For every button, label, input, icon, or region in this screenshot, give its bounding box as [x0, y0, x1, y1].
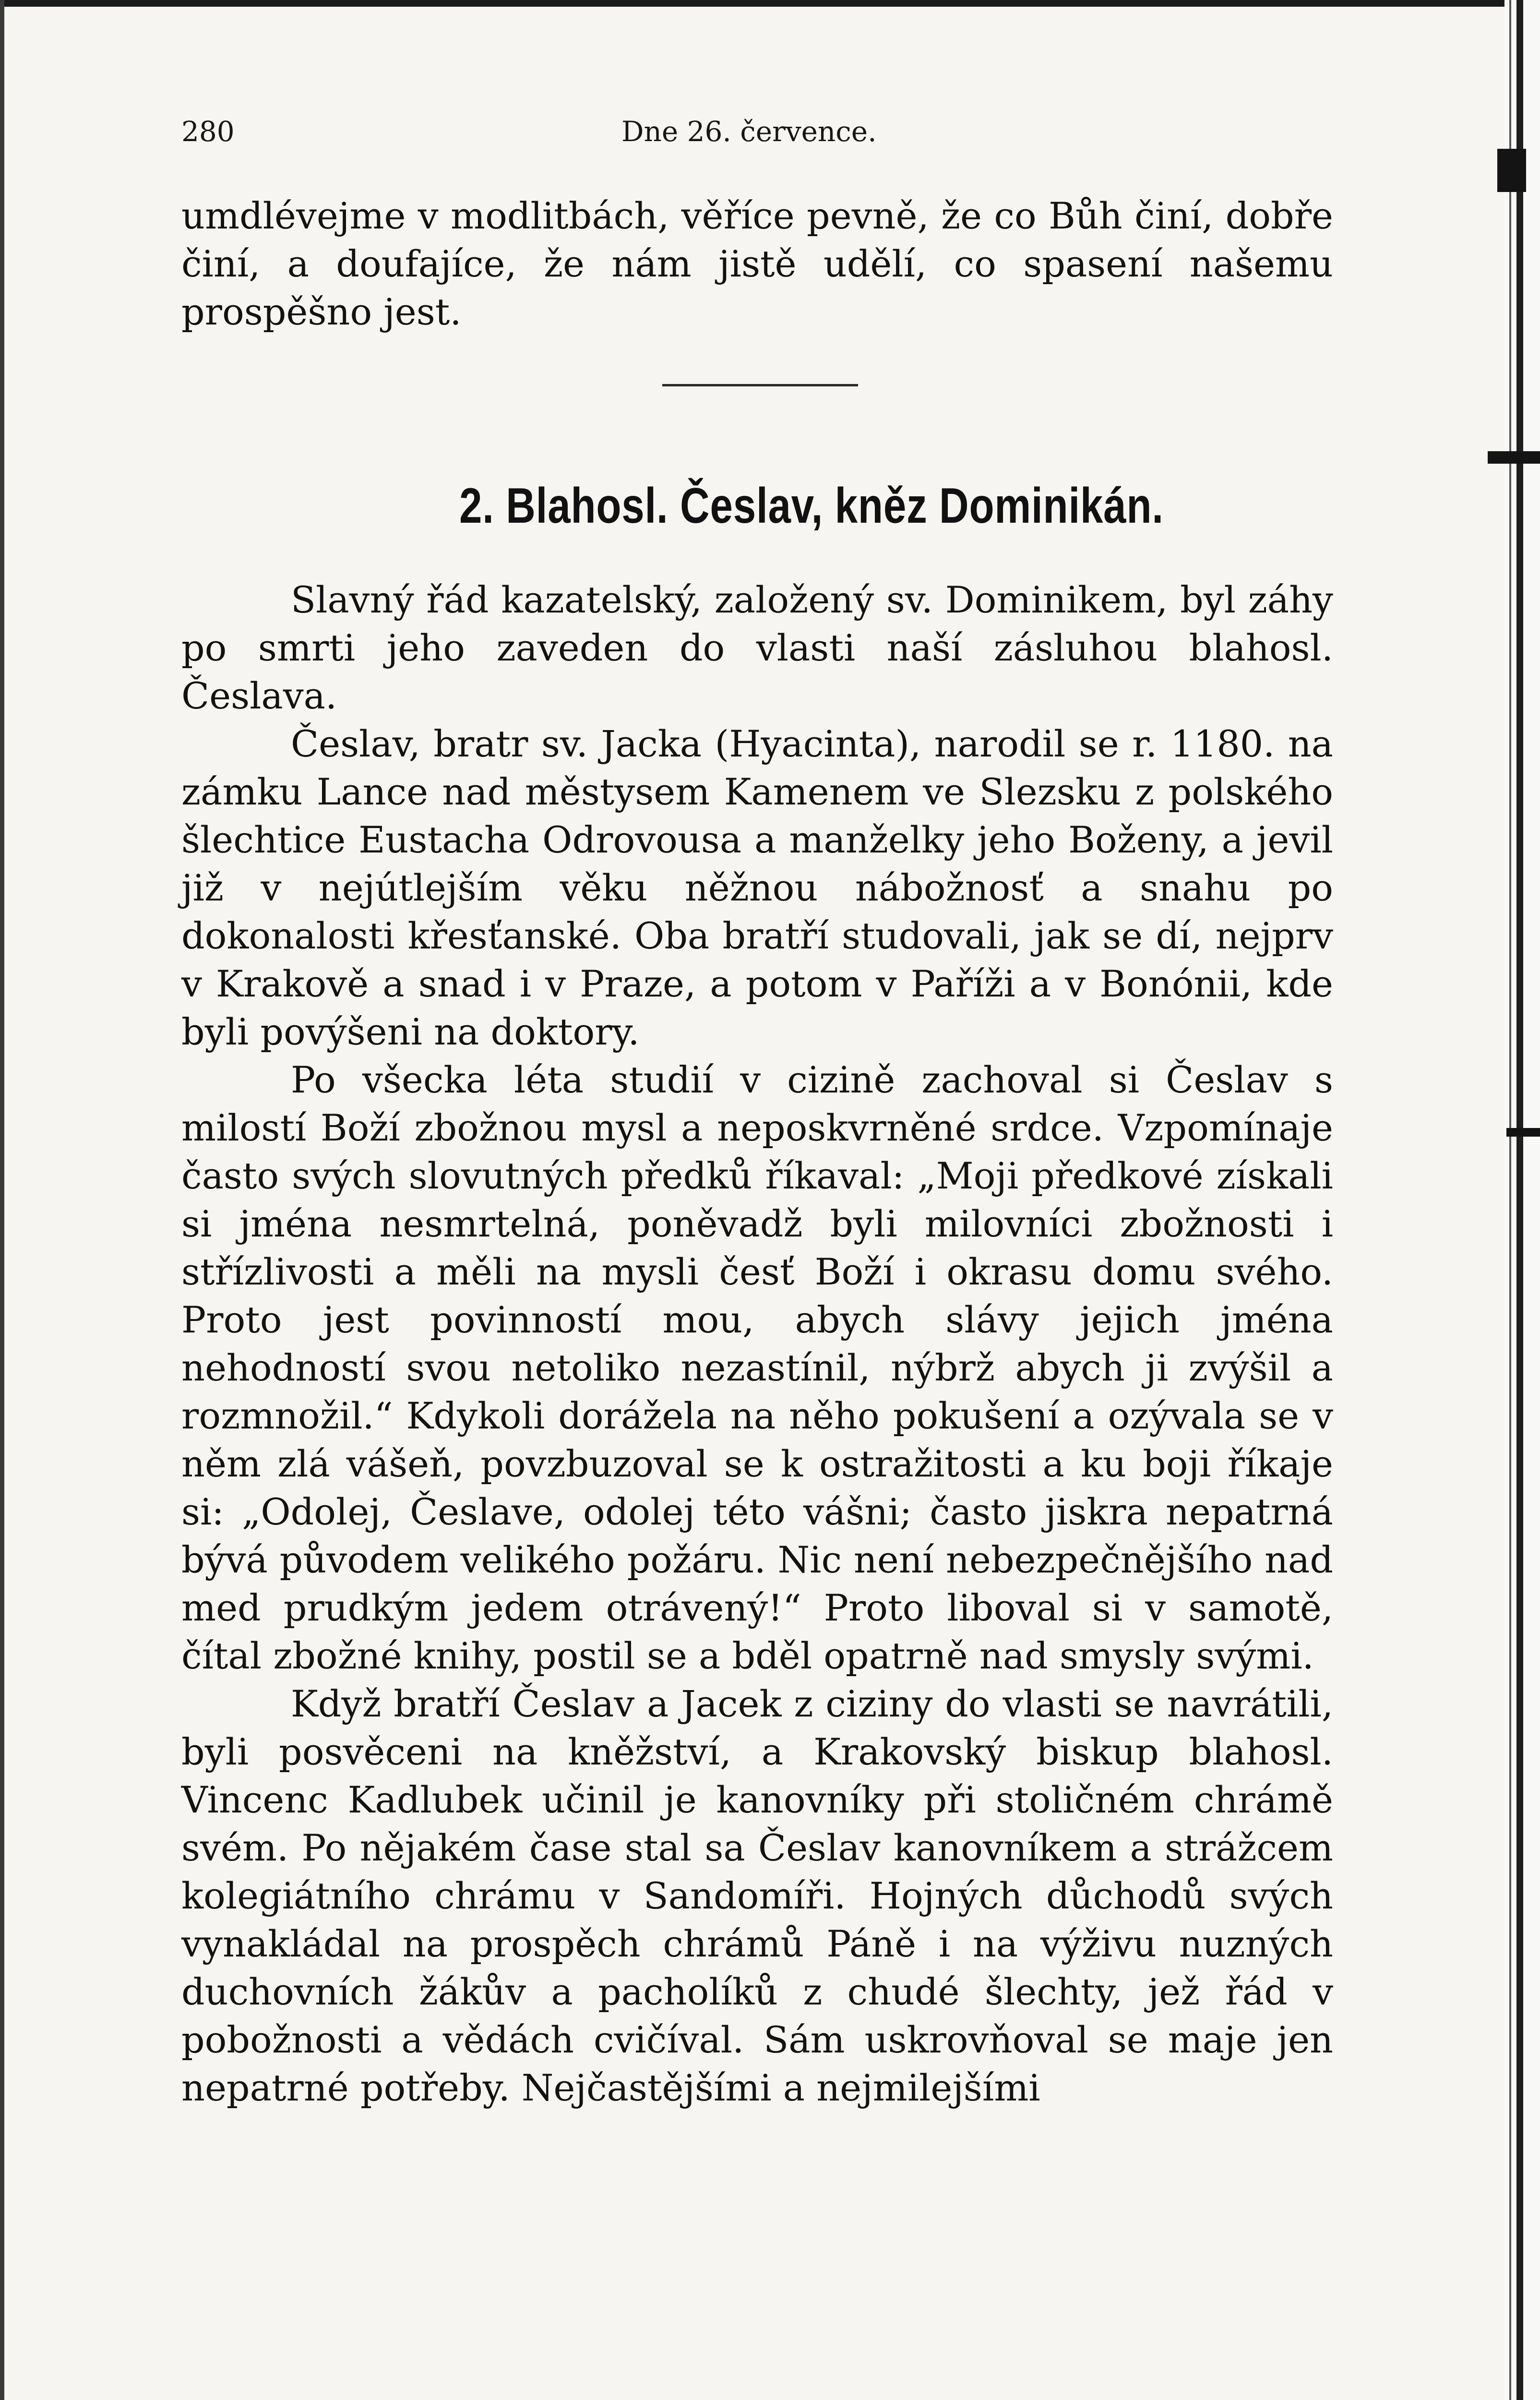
paragraph: Po všecka léta studií v cizině zachoval si Česlav s milostí Boží zbožnou mysl a neposkvrněné srdce. Vzpomínaje často svých slovutných předků říkaval: „Moji předkové získali si jména nesmrtelná, poněvadž byli milovníci zbožnosti i střízlivosti a měli na mysli česť Boží i okrasu domu svého. Proto jest povinností mou, abych slávy jejich jména nehodností svou netoliko nezastínil, nýbrž abych ji zvýšil a rozmnožil.“ Kdykoli dorážela na něho pokušení a ozývala se v něm zlá vášeň, povzbuzoval se k ostražitosti a ku boji říkaje si: „Odolej, Česlave, odolej této vášni; často jiskra nepatrná bývá původem velikého požáru. Nic není nebezpečnějšího nad med prudkým jedem otrávený!“ Proto liboval si v samotě, čítal zbožné knihy, postil se a bděl opatrně nad smysly svými.	[181, 1058, 1333, 1677]
scan-edge-mark	[1497, 149, 1526, 192]
running-head: Dne 26. července.	[621, 115, 877, 148]
scan-edge-mark	[1506, 1128, 1540, 1137]
body-text	[181, 576, 1333, 2112]
paragraph: Slavný řád kazatelský, založený sv. Dominikem, byl záhy po smrti jeho zaveden do vlasti naší zásluhou blahosl. Česlava.	[181, 578, 1333, 717]
intro-text	[181, 192, 1333, 336]
section-divider	[662, 384, 858, 386]
scan-edge-mark	[1488, 451, 1540, 464]
page-header	[181, 115, 901, 154]
scan-top-edge	[0, 0, 1540, 7]
paragraph: Česlav, bratr sv. Jacka (Hyacinta), narodil se r. 1180. na zámku Lance nad městysem Kamenem ve Slezsku z polského šlechtice Eustacha Odrovousa a manželky jeho Boženy, a jevil již v nejútlejším věku něžnou nábožnosť a snahu po dokonalosti křesťanské. Oba bratří studovali, jak se dí, nejprv v Krakově a snad i v Praze, a potom v Paříži a v Bonónii, kde byli povýšeni na doktory.	[181, 722, 1333, 1053]
scan-right-rule	[1516, 0, 1523, 2400]
paragraph: Když bratří Česlav a Jacek z ciziny do vlasti se navrátili, byli posvěceni na kněžství, a Krakovský biskup blahosl. Vincenc Kadlubek učinil je kanovníky při stoličném chrámě svém. Po nějakém čase stal sa Česlav kanovníkem a strážcem kolegiátního chrámu v Sandomíři. Hojných důchodů svých vynakládal na prospěch chrámů Páně i na výživu nuzných duchovních žákův a pacholíků z chudé šlechty, jež řád v pobožnosti a vědách cvičíval. Sám uskrovňoval se maje jen nepatrné potřeby. Nejčastějšími a nejmilejšími	[181, 1682, 1333, 2109]
intro-paragraph: umdlévejme v modlitbách, věříce pevně, že co Bůh činí, dobře činí, a doufajíce, že nám jistě udělí, co spasení našemu prospěšno jest.	[181, 194, 1333, 333]
page-number: 280	[181, 115, 235, 148]
section-title: 2. Blahosl. Česlav, kněz Dominikán.	[459, 478, 1164, 534]
scan-right-rule-thin	[1509, 0, 1511, 2400]
scan-left-edge	[0, 0, 4, 2400]
